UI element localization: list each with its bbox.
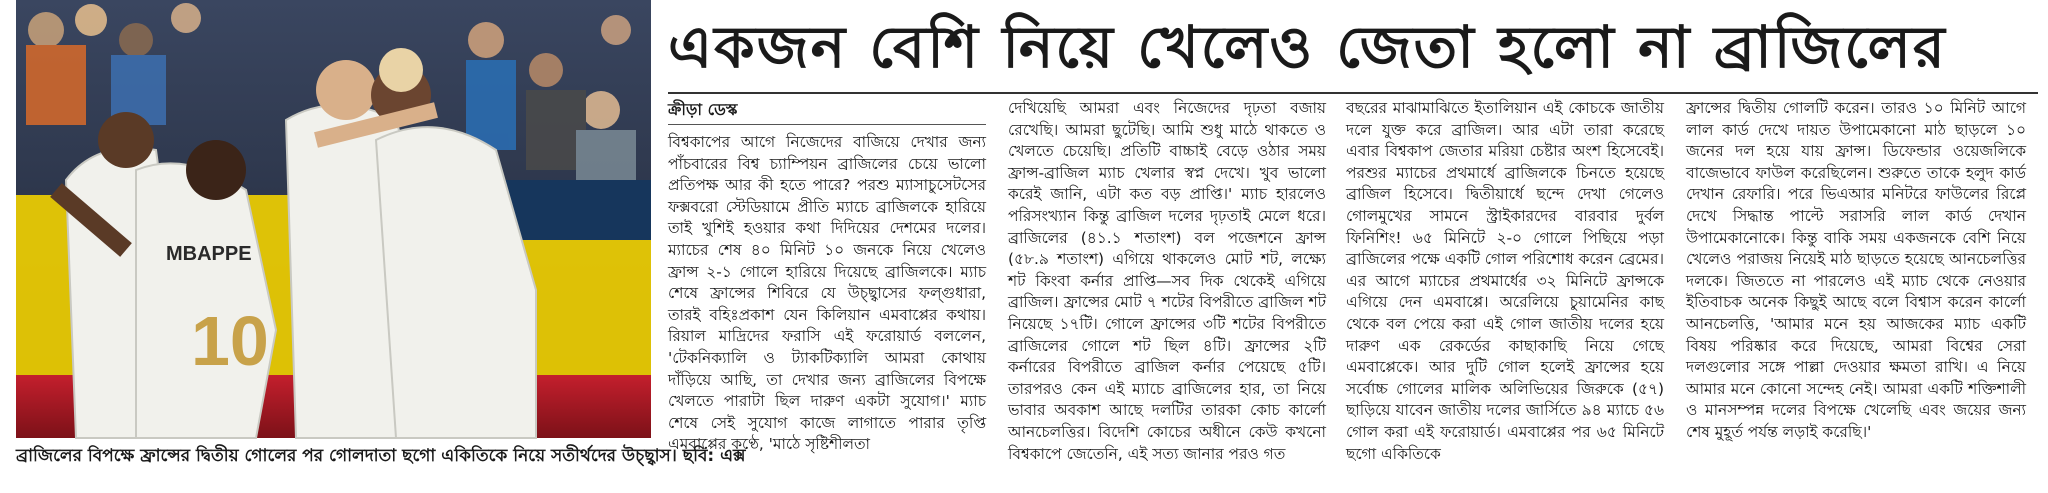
- headline-divider: [668, 92, 2038, 94]
- article-column-1: [668, 132, 986, 484]
- article-column-4: [1686, 98, 2026, 484]
- column-4-text: ফ্রান্সের দ্বিতীয় গোলটি করেন। তারও ১০ মিনিট আগে লাল কার্ড দেখে দায়ত উপামেকানো মাঠ ছাড়লে ১০ জনের দল হয়ে যায় ফ্রান্স। ডিফেন্ডার ওয়েজলিকে বাজেভাবে ফাউল করেছিলেন। শুরুতে তাকে হলুদ কার্ড দেখান রেফারি। পরে ভিএআর মনিটরে ফাউলের রিপ্লে দেখে সিদ্ধান্ত পাল্টে সরাসরি লাল কার্ড দেখান উপামেকানোকে। কিন্তু বাকি সময় একজনকে বেশি নিয়ে খেলেও পরাজয় নিয়েই মাঠ ছাড়তে হয়েছে আনচেলত্তির দলকে। জিততে না পারলেও এই ম্যাচ থেকে নেওয়ার ইতিবাচক অনেক কিছুই আছে বলে বিশ্বাস করেন কার্লো আনচেলত্তি, 'আমার মনে হয় আজকের ম্যাচ একটি বিষয় পরিষ্কার করে দিয়েছে, আমরা বিশ্বের সেরা দলগুলোর সঙ্গে পাল্লা দেওয়ার ক্ষমতা রাখি। এ নিয়ে আমার মনে কোনো সন্দেহ নেই। আমরা একটি শক্তিশালী ও মানসম্পন্ন দলের বিপক্ষে খেলেছি এবং জয়ের জন্য শেষ মুহূর্ত পর্যন্ত লড়াই করেছি।': [1686, 99, 2026, 441]
- jersey-number: 10: [191, 302, 269, 380]
- celebration-photo: [16, 0, 651, 438]
- column-1-text: বিশ্বকাপের আগে নিজেদের বাজিয়ে দেখার জন্য পাঁচবারের বিশ্ব চ্যাম্পিয়ন ব্রাজিলের চেয়ে ভালো প্রতিপক্ষ আর কী হতে পারে? পরশু ম্যাসাচুসেটসের ফক্সবরো স্টেডিয়ামে প্রীতি ম্যাচে ব্রাজিলকে হারিয়ে তাই খুশিই হওয়ার কথা দিদিয়ের দেশমের দলের। ম্যাচের শেষ ৪০ মিনিট ১০ জনকে নিয়ে খেলেও ফ্রান্স ২-১ গোলে হারিয়ে দিয়েছে ব্রাজিলকে। ম্যাচ শেষে ফ্রান্সের শিবিরে যে উচ্ছ্বাসের ফল্গুধারা, তারই বহিঃপ্রকাশ যেন কিলিয়ান এমবাপ্পের কথায়। রিয়াল মাদ্রিদের ফরাসি এই ফরোয়ার্ড বললেন, 'টেকনিক্যালি ও ট্যাকটিক্যালি আমরা কোথায় দাঁড়িয়ে আছি, তা দেখার জন্য ব্রাজিলের বিপক্ষে খেলতে পারাটা ছিল দারুণ একটা সুযোগ।' ম্যাচ শেষে সেই সুযোগ কাজে লাগাতে পারার তৃপ্তি এমবাপ্পের কণ্ঠে, 'মাঠে সৃষ্টিশীলতা: [668, 133, 986, 454]
- column-3-text: বছরের মাঝামাঝিতে ইতালিয়ান এই কোচকে জাতীয় দলে যুক্ত করে ব্রাজিল। আর এটা তারা করেছে এবার বিশ্বকাপ জেতার মরিয়া চেষ্টার অংশ হিসেবেই। পরশুর ম্যাচের প্রথমার্ধে ব্রাজিলকে চিনতে হয়েছে ব্রাজিল হিসেবে। দ্বিতীয়ার্ধে ছন্দে দেখা গেলেও গোলমুখের সামনে স্ট্রাইকারদের বারবার দুর্বল ফিনিশিং! ৬৫ মিনিটে ২-০ গোলে পিছিয়ে পড়া ব্রাজিলের পক্ষে একটি গোল পরিশোধ করেন ব্রেমের। এর আগে ম্যাচের প্রথমার্ধের ৩২ মিনিটে ফ্রান্সকে এগিয়ে দেন এমবাপ্পে। অরেলিয়ে চুয়ামেনির কাছ থেকে বল পেয়ে করা এই গোল জাতীয় দলের হয়ে দারুণ এক রেকর্ডের কাছাকাছি নিয়ে গেছে এমবাপ্পেকে। আর দুটি গোল হলেই ফ্রান্সের হয়ে সর্বোচ্চ গোলের মালিক অলিভিয়ের জিরুকে (৫৭) ছাড়িয়ে যাবেন জাতীয় দলের জার্সিতে ৯৪ ম্যাচে ৫৬ গোল করা এই ফরোয়ার্ড। এমবাপ্পের পর ৬৫ মিনিটে ছগো একিতিকে: [1346, 99, 1664, 463]
- article-column-3: [1346, 98, 1664, 484]
- players-celebration-image: [16, 0, 651, 438]
- photo-caption: ব্রাজিলের বিপক্ষে ফ্রান্সের দ্বিতীয় গোলের পর গোলদাতা ছগো একিতিকে নিয়ে সতীর্থদের উচ্ছ্বাস। ছবি: এক্স: [16, 446, 746, 466]
- byline-divider: [668, 124, 986, 125]
- article-column-2: [1008, 98, 1326, 484]
- article-headline: একজন বেশি নিয়ে খেলেও জেতা হলো না ব্রাজিলের: [668, 13, 1947, 81]
- byline: ক্রীড়া ডেস্ক: [668, 100, 738, 119]
- column-2-text: দেখিয়েছি আমরা এবং নিজেদের দৃঢ়তা বজায় রেখেছি। আমরা ছুটেছি। আমি শুধু মাঠে থাকতে ও খেলতে চেয়েছি। প্রতিটি বাচ্চাই বেড়ে ওঠার সময় ফ্রান্স-ব্রাজিল ম্যাচ খেলার স্বপ্ন দেখে। খুব ভালো করেই জানি, এটা কত বড় প্রাপ্তি।' ম্যাচ হারলেও পরিসংখ্যান কিন্তু ব্রাজিল দলের দৃঢ়তাই মেলে ধরে। ব্রাজিলের (৪১.১ শতাংশ) বল পজেশনে ফ্রান্স (৫৮.৯ শতাংশ) এগিয়ে থাকলেও মোট শট, লক্ষ্যে শট কিংবা কর্নার প্রাপ্তি—সব দিক থেকেই এগিয়ে ব্রাজিল। ফ্রান্সের মোট ৭ শটের বিপরীতে ব্রাজিল শট নিয়েছে ১৭টি। গোলে ফ্রান্সের ৩টি শটের বিপরীতে ব্রাজিলের গোলে শট ছিল ৪টি। ফ্রান্সের ২টি কর্নারের বিপরীতে ব্রাজিল কর্নার পেয়েছে ৫টি। তারপরও কেন এই ম্যাচে ব্রাজিলের হার, তা নিয়ে ভাবার অবকাশ আছে দলটির তারকা কোচ কার্লো আনচেলত্তির। বিদেশি কোচের অধীনে কেউ কখনো বিশ্বকাপে জেতেনি, এই সত্য জানার পরও গত: [1008, 99, 1326, 463]
- jersey-name: MBAPPE: [166, 243, 252, 265]
